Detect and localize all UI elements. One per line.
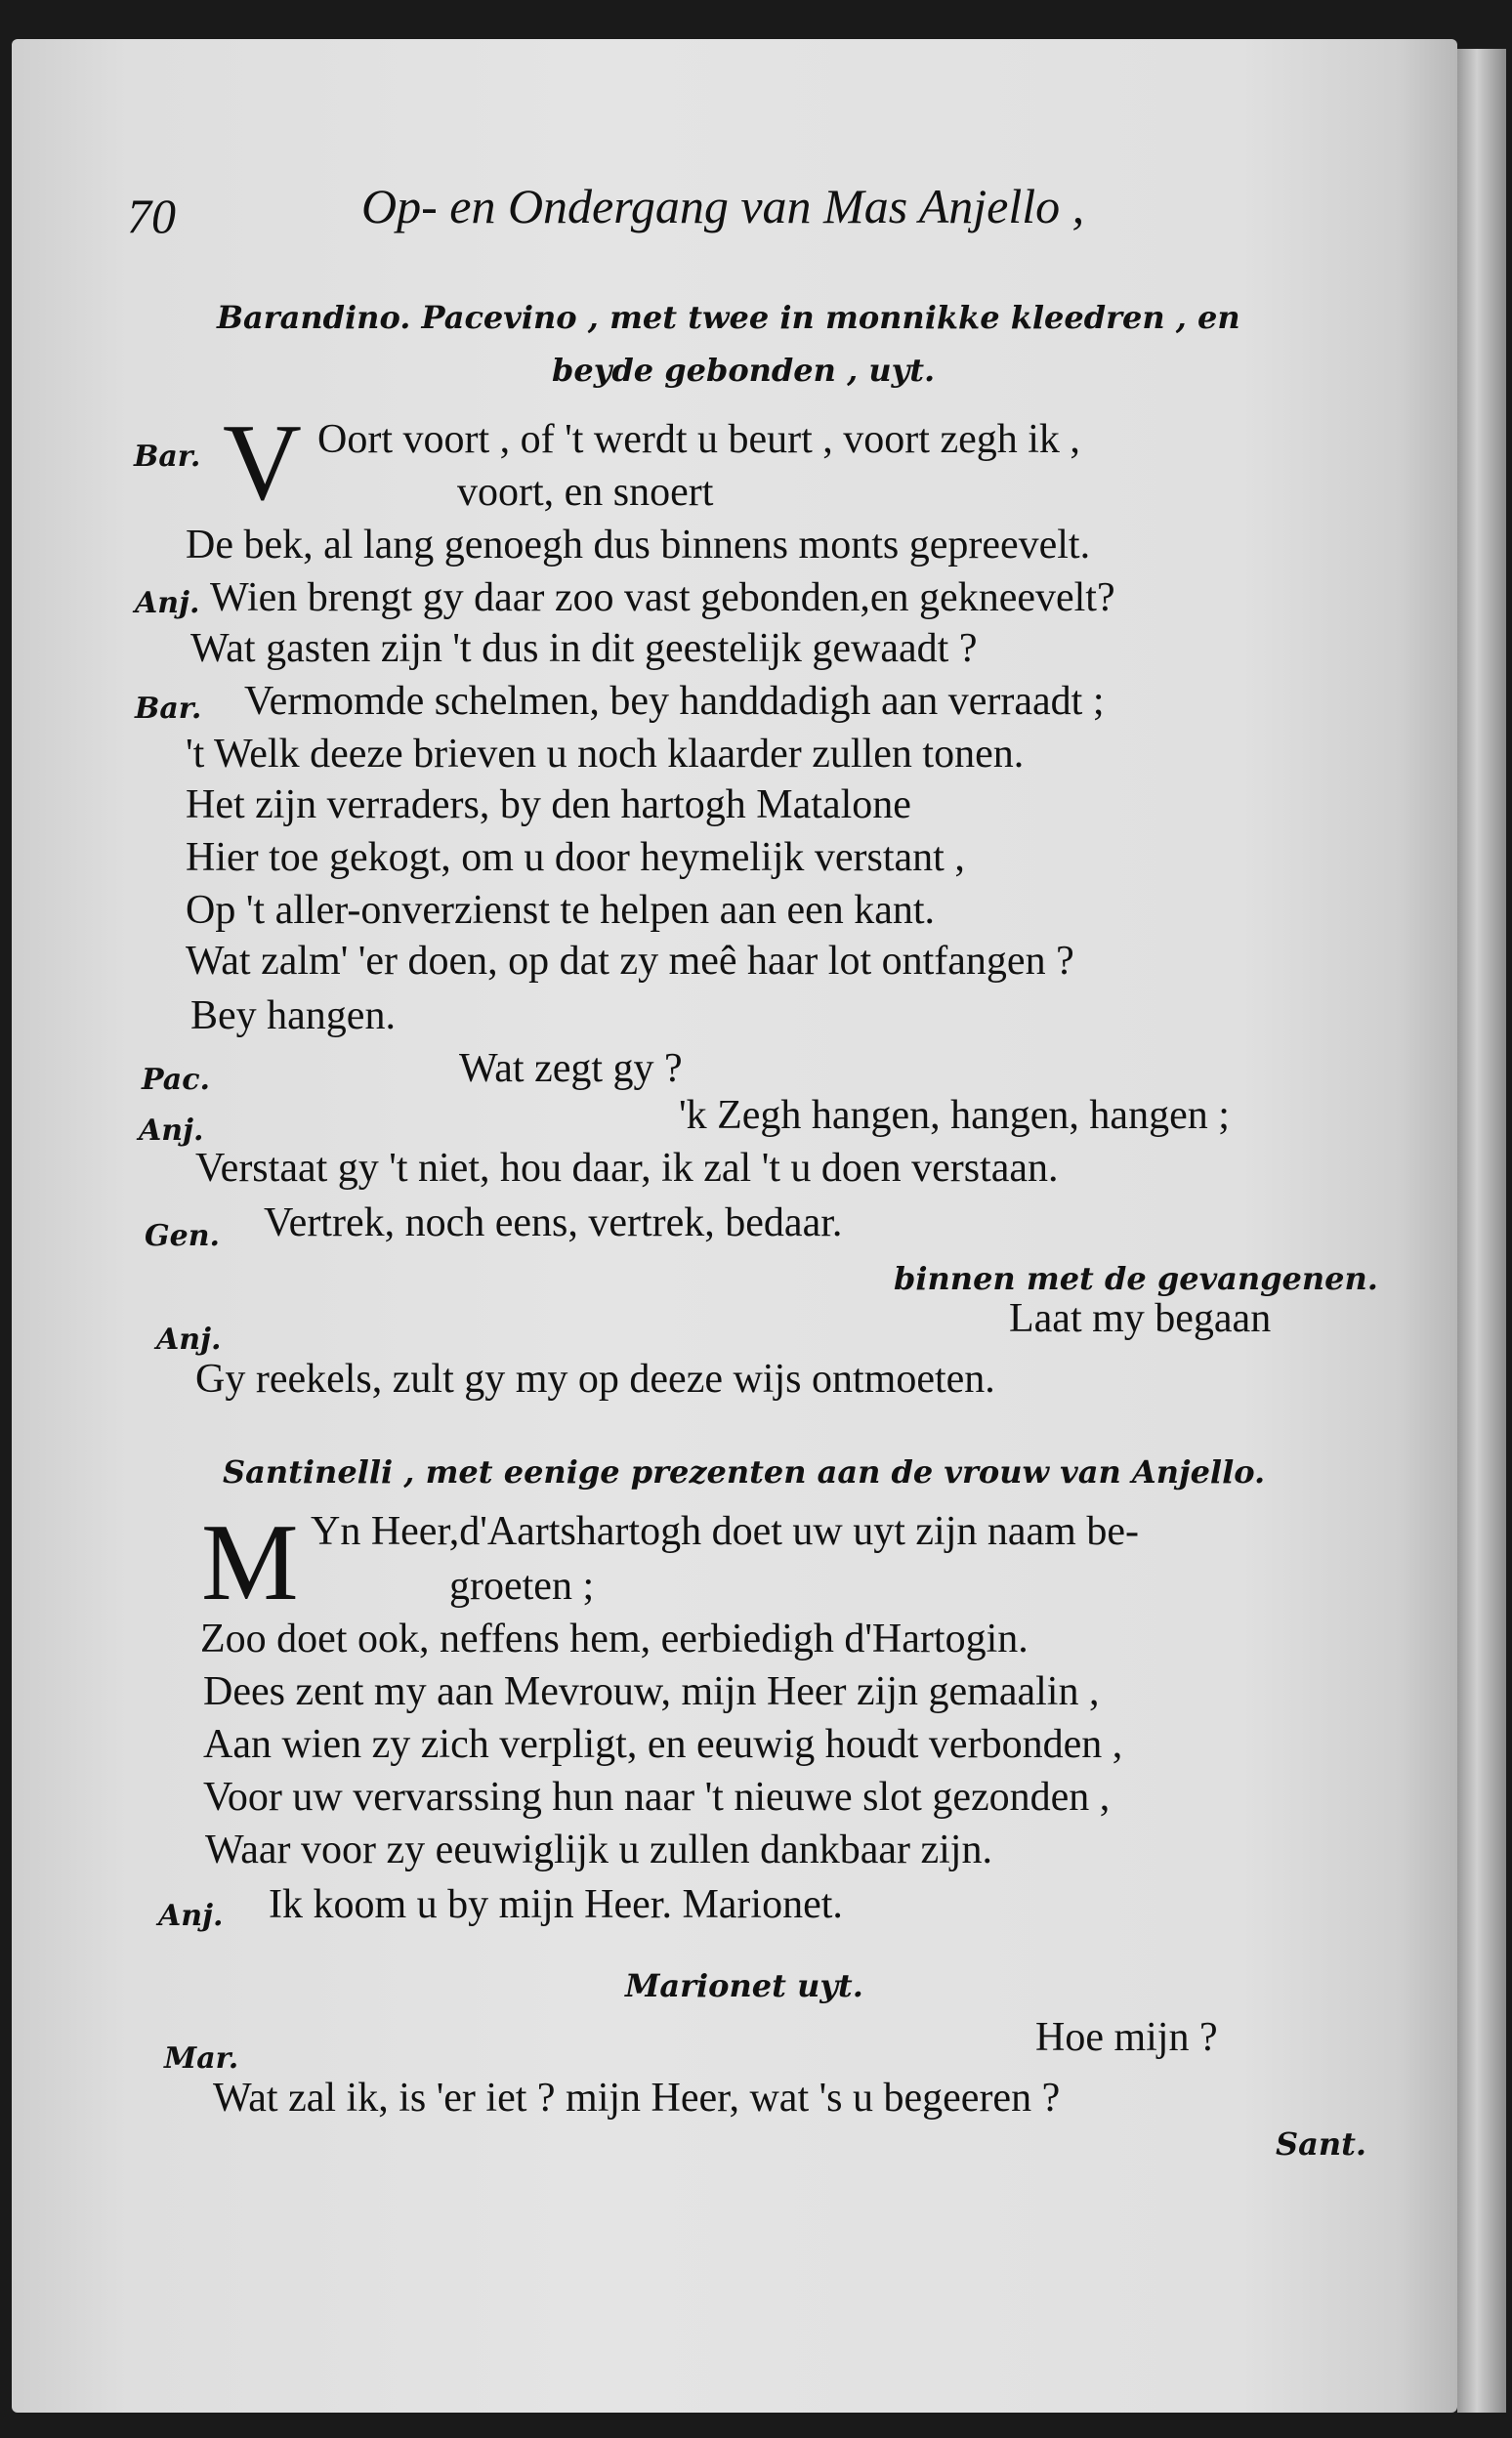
running-title: Op- en Ondergang van Mas Anjello , bbox=[361, 179, 1085, 233]
verse-line: Voor uw vervarssing hun naar 't nieuwe slot gezonden , bbox=[203, 1775, 1111, 1820]
verse-line: Oort voort , of 't werdt u beurt , voort zegh ik , bbox=[317, 417, 1080, 462]
verse-line: groeten ; bbox=[449, 1564, 595, 1609]
drop-initial: M bbox=[201, 1502, 299, 1623]
verse-line: voort, en snoert bbox=[457, 470, 714, 515]
verse-line: Zoo doet ook, neffens hem, eerbiedigh d'Hartogin. bbox=[200, 1617, 1029, 1661]
verse-line: Ik koom u by mijn Heer. Marionet. bbox=[269, 1882, 843, 1927]
drop-initial: V bbox=[223, 402, 302, 524]
verse-line: Hier toe gekogt, om u door heymelijk verstant , bbox=[186, 835, 965, 880]
verse-line: Verstaat gy 't niet, hou daar, ik zal 't u doen verstaan. bbox=[195, 1146, 1059, 1191]
stage-direction: beyde gebonden , uyt. bbox=[552, 352, 936, 389]
page-edge bbox=[1457, 49, 1506, 2413]
verse-line: Vertrek, noch eens, vertrek, bedaar. bbox=[264, 1200, 843, 1245]
verse-line: Aan wien zy zich verpligt, en eeuwig houdt verbonden , bbox=[203, 1722, 1123, 1767]
stage-direction: Santinelli , met eenige prezenten aan de vrouw van Anjello. bbox=[223, 1453, 1266, 1491]
verse-line: 'k Zegh hangen, hangen, hangen ; bbox=[679, 1093, 1230, 1138]
speaker-label: Bar. bbox=[135, 692, 202, 726]
verse-line: Laat my begaan bbox=[1009, 1296, 1272, 1341]
speaker-label: Mar. bbox=[164, 2041, 239, 2076]
speaker-label: Pac. bbox=[142, 1063, 210, 1097]
speaker-label: Bar. bbox=[134, 440, 201, 474]
stage-direction: Barandino. Pacevino , met twee in monnikke kleedren , en bbox=[217, 299, 1240, 336]
speaker-label: Anj. bbox=[158, 1899, 224, 1933]
speaker-label: Anj. bbox=[135, 586, 200, 620]
verse-line: Yn Heer,d'Aartshartogh doet uw uyt zijn naam be- bbox=[311, 1509, 1139, 1554]
verse-line: Wien brengt gy daar zoo vast gebonden,en gekneevelt? bbox=[210, 575, 1115, 620]
verse-line: 't Welk deeze brieven u noch klaarder zullen tonen. bbox=[186, 732, 1025, 777]
verse-line: Wat zegt gy ? bbox=[459, 1046, 683, 1091]
stage-direction: binnen met de gevangenen. bbox=[894, 1260, 1378, 1297]
verse-line: Dees zent my aan Mevrouw, mijn Heer zijn gemaalin , bbox=[203, 1669, 1100, 1714]
verse-line: Wat zal ik, is 'er iet ? mijn Heer, wat 's u begeeren ? bbox=[213, 2076, 1061, 2121]
verse-line: Het zijn verraders, by den hartogh Matalone bbox=[186, 782, 911, 827]
speaker-label: Gen. bbox=[145, 1219, 220, 1253]
speaker-label: Anj. bbox=[139, 1114, 204, 1148]
verse-line: Vermomde schelmen, bey handdadigh aan verraadt ; bbox=[244, 679, 1105, 724]
verse-line: De bek, al lang genoegh dus binnens monts gepreevelt. bbox=[186, 523, 1091, 567]
verse-line: Wat zalm' 'er doen, op dat zy meê haar lot ontfangen ? bbox=[186, 939, 1074, 984]
verse-line: Op 't aller-onverzienst te helpen aan een kant. bbox=[186, 888, 936, 933]
verse-line: Hoe mijn ? bbox=[1035, 2015, 1218, 2060]
speaker-label: Anj. bbox=[156, 1323, 222, 1357]
stage-direction: Marionet uyt. bbox=[625, 1967, 863, 2004]
verse-line: Wat gasten zijn 't dus in dit geestelijk gewaadt ? bbox=[190, 626, 978, 671]
page-number: 70 bbox=[127, 189, 176, 243]
verse-line: Gy reekels, zult gy my op deeze wijs ontmoeten. bbox=[195, 1357, 995, 1402]
verse-line: Waar voor zy eeuwiglijk u zullen dankbaar zijn. bbox=[205, 1828, 992, 1872]
verse-line: Bey hangen. bbox=[190, 993, 396, 1038]
catchword: Sant. bbox=[1276, 2125, 1367, 2163]
